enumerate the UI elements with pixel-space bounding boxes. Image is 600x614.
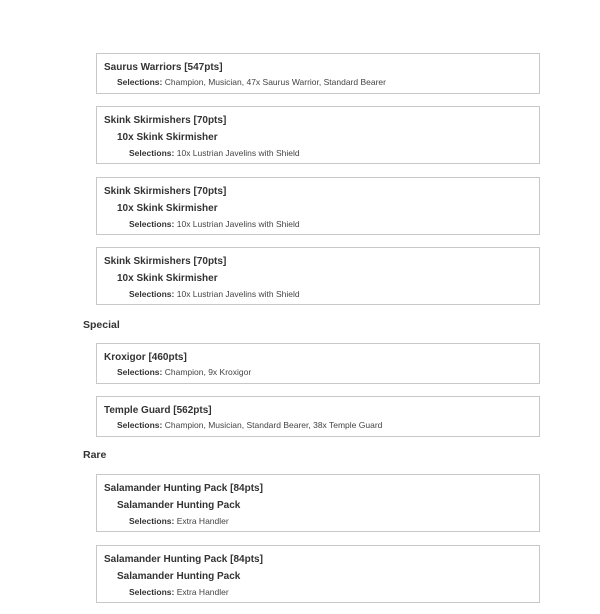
unit-card (96, 396, 540, 437)
model-selections (129, 516, 229, 526)
selections-value: Champion, Musician, 47x Saurus Warrior, Standard Bearer (164, 77, 386, 87)
unit-title: Skink Skirmishers [70pts] (104, 186, 227, 197)
unit-title: Salamander Hunting Pack [84pts] (104, 483, 263, 494)
selections-label: Selections: (129, 219, 175, 229)
model-selections (129, 289, 300, 299)
section-heading-rare: Rare (83, 449, 107, 461)
unit-card (96, 545, 540, 603)
selections-value: 10x Lustrian Javelins with Shield (176, 148, 300, 158)
selections-value: Extra Handler (176, 587, 229, 597)
model-title: 10x Skink Skirmisher (117, 273, 218, 284)
unit-title: Kroxigor [460pts] (104, 352, 187, 363)
unit-selections (117, 420, 382, 430)
unit-title: Salamander Hunting Pack [84pts] (104, 554, 263, 565)
unit-selections (117, 77, 386, 87)
selections-value: Extra Handler (176, 516, 229, 526)
unit-card (96, 53, 540, 94)
model-selections (129, 587, 229, 597)
unit-title: Skink Skirmishers [70pts] (104, 256, 227, 267)
model-selections (129, 219, 300, 229)
selections-value: 10x Lustrian Javelins with Shield (176, 289, 300, 299)
unit-card (96, 247, 540, 305)
unit-card (96, 474, 540, 532)
selections-label: Selections: (117, 420, 163, 430)
unit-title: Skink Skirmishers [70pts] (104, 115, 227, 126)
section-heading-special: Special (83, 319, 120, 331)
selections-value: Champion, 9x Kroxigor (164, 367, 252, 377)
selections-label: Selections: (129, 289, 175, 299)
unit-title: Temple Guard [562pts] (104, 405, 212, 416)
model-title: Salamander Hunting Pack (117, 571, 241, 582)
model-selections (129, 148, 300, 158)
unit-title: Saurus Warriors [547pts] (104, 62, 223, 73)
unit-card (96, 177, 540, 235)
selections-label: Selections: (129, 148, 175, 158)
model-title: 10x Skink Skirmisher (117, 132, 218, 143)
selections-value: 10x Lustrian Javelins with Shield (176, 219, 300, 229)
selections-label: Selections: (117, 367, 163, 377)
selections-value: Champion, Musician, Standard Bearer, 38x Temple Guard (164, 420, 383, 430)
selections-label: Selections: (129, 516, 175, 526)
unit-card (96, 106, 540, 164)
model-title: Salamander Hunting Pack (117, 500, 241, 511)
unit-selections (117, 367, 251, 377)
unit-card (96, 343, 540, 384)
selections-label: Selections: (129, 587, 175, 597)
selections-label: Selections: (117, 77, 163, 87)
model-title: 10x Skink Skirmisher (117, 203, 218, 214)
